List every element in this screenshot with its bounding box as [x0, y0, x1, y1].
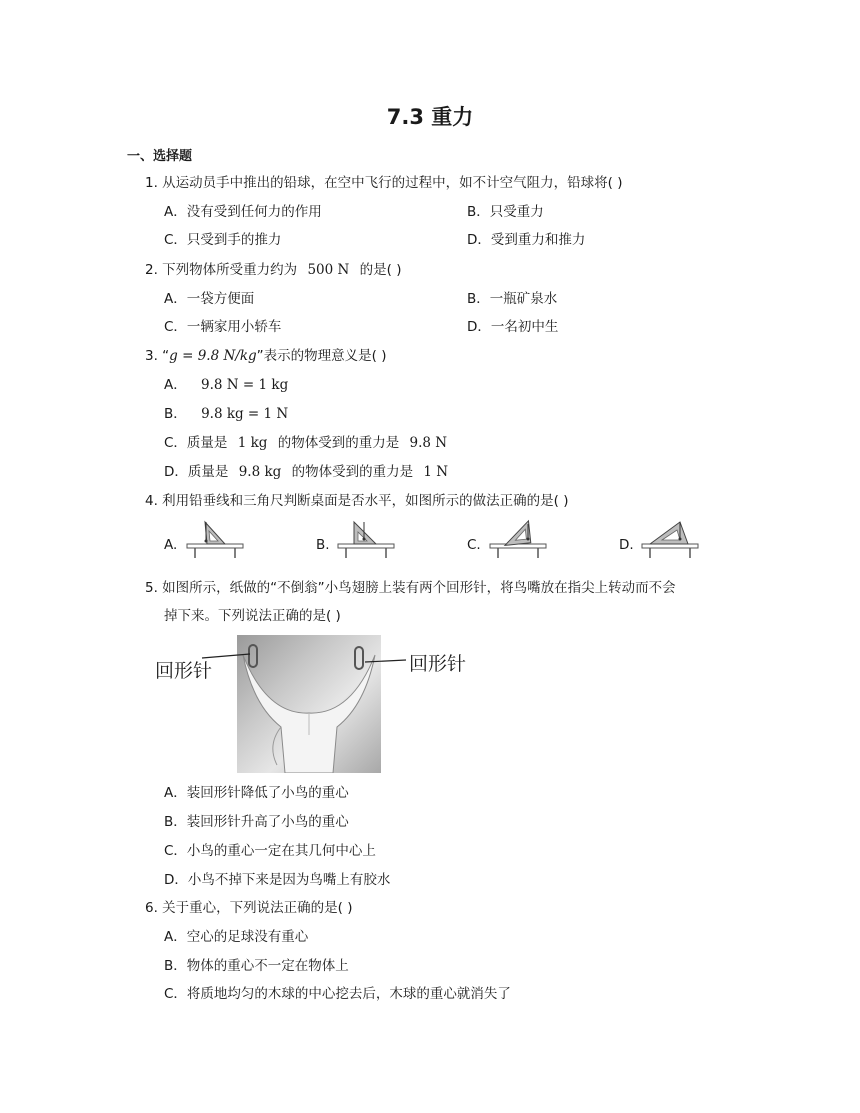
- question-5-option-a[interactable]: A．装回形针降低了小鸟的重心: [164, 785, 349, 801]
- option-d-figure: [640, 518, 702, 560]
- question-2-stem-pre: 2. 下列物体所受重力约为: [145, 262, 298, 278]
- option-formula: 9.8 N = 1 kg: [201, 377, 289, 393]
- option-b-figure: [336, 518, 398, 560]
- question-6-option-c[interactable]: C．将质地均匀的木球的中心挖去后，木球的重心就消失了: [164, 986, 511, 1002]
- question-6-option-a[interactable]: A．空心的足球没有重心: [164, 929, 309, 945]
- question-2-value: 500 N: [307, 262, 350, 278]
- question-3-stem-post: ”表示的物理意义是( ): [256, 348, 387, 364]
- section-heading: 一、选择题: [127, 149, 193, 164]
- question-3-option-a[interactable]: [164, 375, 288, 395]
- question-5-option-b[interactable]: B．装回形针升高了小鸟的重心: [164, 814, 349, 830]
- question-2-option-b[interactable]: B．一瓶矿泉水: [467, 291, 558, 307]
- question-2-stem: [145, 260, 401, 280]
- question-5-stem-line2: 掉下来。下列说法正确的是( ): [164, 608, 341, 624]
- question-4-option-b[interactable]: B.: [316, 537, 330, 553]
- question-5-option-c[interactable]: C．小鸟的重心一定在其几何中心上: [164, 843, 376, 859]
- option-value: 1 kg: [237, 435, 268, 451]
- paperclip-callout-right: 回形针: [409, 653, 467, 675]
- option-c-figure: [488, 518, 550, 560]
- option-formula: 9.8 kg = 1 N: [201, 406, 289, 422]
- question-1-option-b[interactable]: B．只受重力: [467, 204, 544, 220]
- question-2-option-a[interactable]: A．一袋方便面: [164, 291, 255, 307]
- question-4-stem: 4. 利用铅垂线和三角尺判断桌面是否水平，如图所示的做法正确的是( ): [145, 493, 569, 509]
- option-value: 1 N: [423, 464, 449, 480]
- question-3-option-c[interactable]: [164, 433, 447, 453]
- question-2-option-d[interactable]: D．一名初中生: [467, 319, 559, 335]
- question-1-stem: 1. 从运动员手中推出的铅球，在空中飞行的过程中，如不计空气阻力，铅球将( ): [145, 175, 623, 191]
- question-4-option-a[interactable]: A.: [164, 537, 178, 553]
- option-text: 的物体受到的重力是: [277, 435, 400, 451]
- option-label: B．: [164, 406, 187, 422]
- question-3-stem: [145, 346, 386, 366]
- option-text: D．质量是: [164, 464, 229, 480]
- option-value: 9.8 N: [409, 435, 448, 451]
- option-value: 9.8 kg: [238, 464, 282, 480]
- question-6-stem: 6. 关于重心，下列说法正确的是( ): [145, 900, 353, 916]
- option-text: C．质量是: [164, 435, 228, 451]
- question-1-option-d[interactable]: D．受到重力和推力: [467, 232, 586, 248]
- question-4-option-d[interactable]: D.: [619, 537, 634, 553]
- question-2-stem-post: 的是( ): [359, 262, 402, 278]
- option-a-figure: [185, 518, 247, 560]
- question-5-option-d[interactable]: D．小鸟不掉下来是因为鸟嘴上有胶水: [164, 872, 391, 888]
- option-label: A．: [164, 377, 187, 393]
- question-1-option-a[interactable]: A．没有受到任何力的作用: [164, 204, 322, 220]
- question-3-option-d[interactable]: [164, 462, 448, 482]
- question-3-option-b[interactable]: [164, 404, 288, 424]
- question-2-option-c[interactable]: C．一辆家用小轿车: [164, 319, 282, 335]
- question-3-stem-pre: 3. “: [145, 348, 170, 364]
- page-title: 7.3 重力: [386, 105, 474, 129]
- question-3-formula: g = 9.8 N/kg: [169, 348, 257, 364]
- question-6-option-b[interactable]: B．物体的重心不一定在物体上: [164, 958, 349, 974]
- question-4-option-c[interactable]: C.: [467, 537, 481, 553]
- question-1-option-c[interactable]: C．只受到手的推力: [164, 232, 282, 248]
- question-5-stem-line1: 5. 如图所示，纸做的“不倒翁”小鸟翅膀上装有两个回形针，将鸟嘴放在指尖上转动而不会: [145, 580, 676, 596]
- paperclip-callout-left: 回形针: [155, 660, 213, 682]
- option-text: 的物体受到的重力是: [291, 464, 414, 480]
